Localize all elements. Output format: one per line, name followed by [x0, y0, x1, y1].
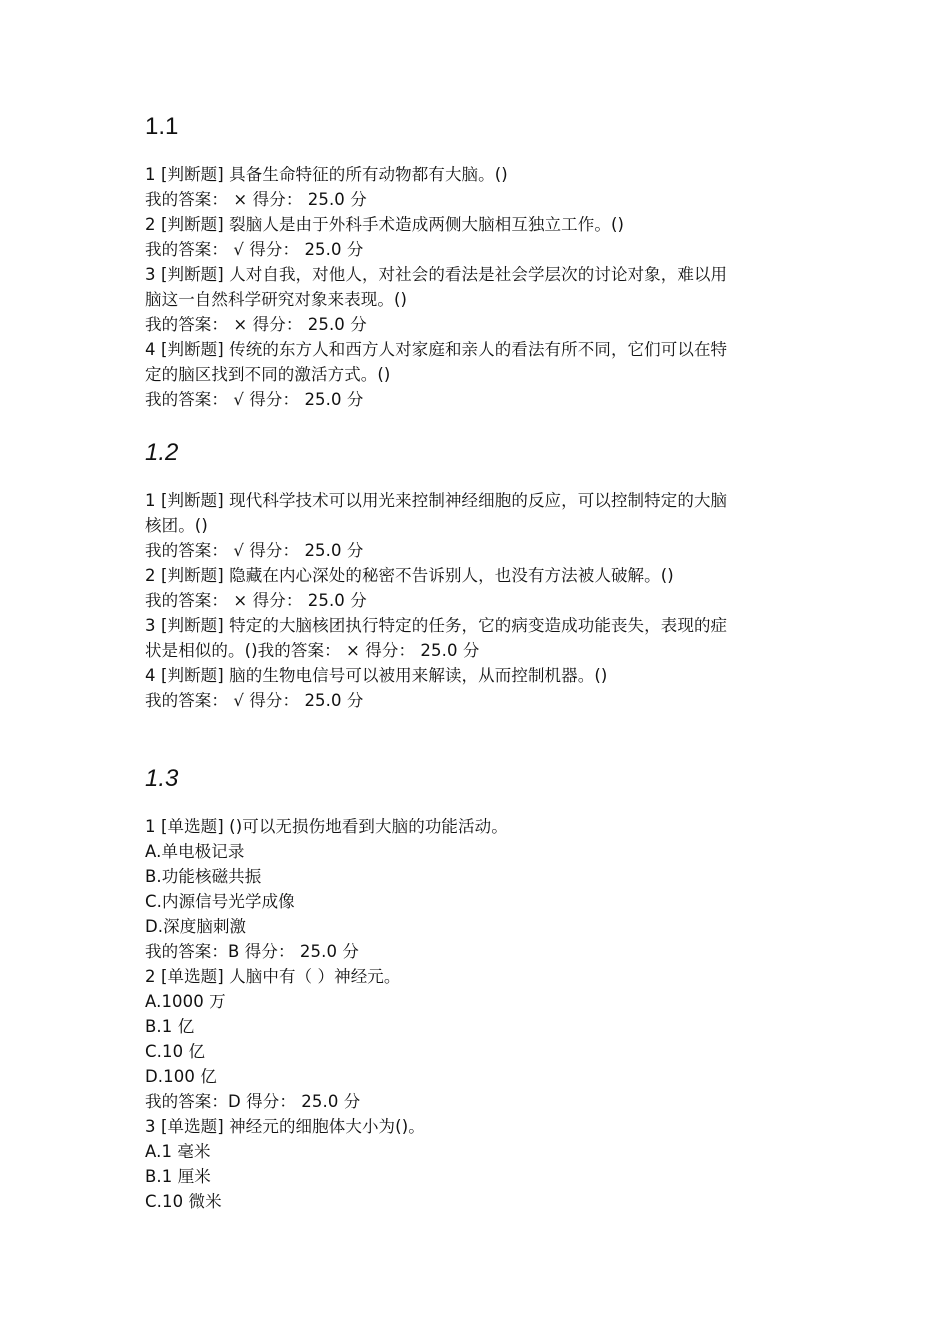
section-1-3: [145, 764, 825, 1214]
answer-line: 我的答案： √ 得分： 25.0 分: [145, 240, 364, 259]
question-line: 1 [单选题] ()可以无损伤地看到大脑的功能活动。: [145, 817, 508, 836]
question-line-continued: 定的脑区找到不同的激活方式。(): [145, 365, 391, 384]
question-line: 3 [判断题] 特定的大脑核团执行特定的任务，它的病变造成功能丧失，表现的症: [145, 616, 728, 635]
option-line: D.深度脑刺激: [145, 917, 247, 936]
answer-line: 我的答案：D 得分： 25.0 分: [145, 1092, 361, 1111]
section-1-2: [145, 438, 825, 713]
question-line: 4 [判断题] 脑的生物电信号可以被用来解读，从而控制机器。(): [145, 666, 608, 685]
document-page: [145, 112, 825, 1214]
answer-line: 我的答案： √ 得分： 25.0 分: [145, 390, 364, 409]
option-line: A.单电极记录: [145, 842, 245, 861]
question-line: 1 [判断题] 具备生命特征的所有动物都有大脑。(): [145, 165, 508, 184]
question-line: 2 [判断题] 裂脑人是由于外科手术造成两侧大脑相互独立工作。(): [145, 215, 625, 234]
answer-line: 我的答案： √ 得分： 25.0 分: [145, 541, 364, 560]
option-line: B.1 亿: [145, 1017, 195, 1036]
option-line: B.1 厘米: [145, 1167, 211, 1186]
question-line: 2 [判断题] 隐藏在内心深处的秘密不告诉别人，也没有方法被人破解。(): [145, 566, 674, 585]
section-title: 1.1: [145, 113, 179, 140]
question-line: 3 [判断题] 人对自我，对他人，对社会的看法是社会学层次的讨论对象，难以用: [145, 265, 728, 284]
option-line: A.1 毫米: [145, 1142, 211, 1161]
question-line: 2 [单选题] 人脑中有（ ）神经元。: [145, 967, 401, 986]
option-line: B.功能核磁共振: [145, 867, 262, 886]
question-and-answer-line: 状是相似的。()我的答案： × 得分： 25.0 分: [145, 641, 480, 660]
option-line: C.10 亿: [145, 1042, 206, 1061]
question-line: 1 [判断题] 现代科学技术可以用光来控制神经细胞的反应，可以控制特定的大脑: [145, 491, 728, 510]
section-title: 1.2: [145, 439, 179, 466]
section-title: 1.3: [145, 765, 179, 792]
answer-line: 我的答案： √ 得分： 25.0 分: [145, 691, 364, 710]
option-line: D.100 亿: [145, 1067, 217, 1086]
answer-line: 我的答案： × 得分： 25.0 分: [145, 591, 367, 610]
question-line-continued: 脑这一自然科学研究对象来表现。(): [145, 290, 408, 309]
option-line: C.10 微米: [145, 1192, 222, 1211]
question-line-continued: 核团。(): [145, 516, 208, 535]
answer-line: 我的答案： × 得分： 25.0 分: [145, 190, 367, 209]
option-line: C.内源信号光学成像: [145, 892, 295, 911]
answer-line: 我的答案：B 得分： 25.0 分: [145, 942, 359, 961]
question-line: 4 [判断题] 传统的东方人和西方人对家庭和亲人的看法有所不同，它们可以在特: [145, 340, 728, 359]
answer-line: 我的答案： × 得分： 25.0 分: [145, 315, 367, 334]
option-line: A.1000 万: [145, 992, 226, 1011]
question-line: 3 [单选题] 神经元的细胞体大小为()。: [145, 1117, 425, 1136]
section-1-1: [145, 112, 825, 412]
